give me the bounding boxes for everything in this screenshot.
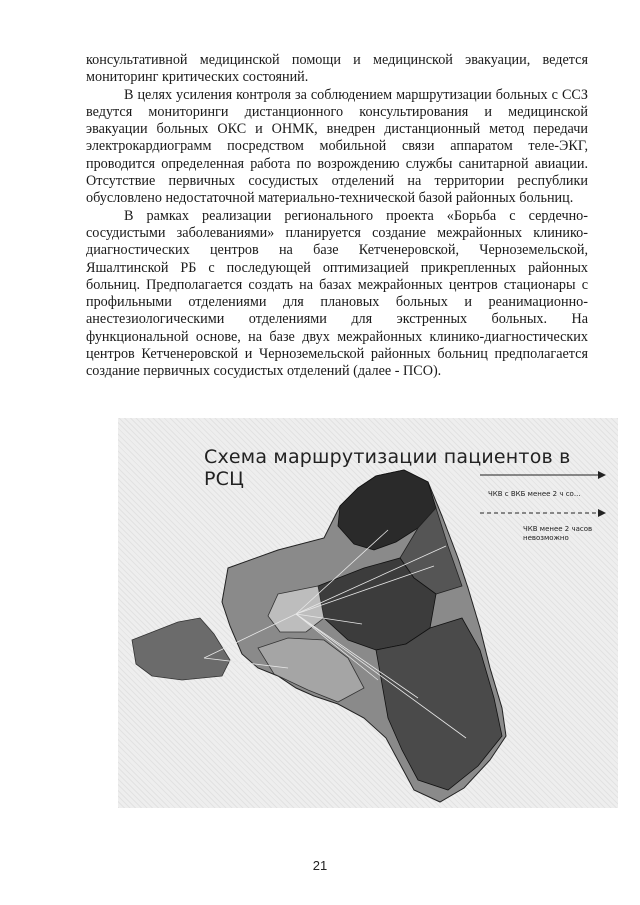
routing-map-figure: [118, 418, 618, 808]
figure-title: Схема маршрутизации пациентов в РСЦ: [204, 446, 571, 490]
legend-item-2: ЧКВ менее 2 часов невозможно: [523, 525, 593, 542]
body-text: [86, 52, 588, 381]
legend-item-1: ЧКВ с ВКБ менее 2 ч со...: [488, 490, 581, 498]
paragraph-1: консультативной медицинской помощи и медицинской эвакуации, ведется мониторинг критических состояний.: [86, 52, 588, 86]
map-area-west: [132, 618, 230, 680]
paragraph-3: В рамках реализации регионального проекта «Борьба с сердечно-сосудистыми заболеваниями» планируется создание межрайонных клинико-диагностических центров на базе Кетченеровской, Черноземельской, Яшалтинской РБ с последующей оптимизацией прикрепленных районных больниц. Предполагается создать на базах межрайонных центров стационары с профильными отделениями для плановых больных и реанимационно-анестезиологическими отделениями для экстренных больных. На функциональной основе, на базе двух межрайонных клинико-диагностических центров Кетченеровской и Черноземельской районных больниц предполагается создание первичных сосудистых отделений (далее - ПСО).: [86, 207, 588, 380]
paragraph-2: В целях усиления контроля за соблюдением маршрутизации больных с ССЗ ведутся мониторинги дистанционного консультирования и медицинской эвакуации больных ОКС и ОНМК, внедрен дистанционный метод передачи электрокардиограмм посредством мобильной связи аппаратом теле-ЭКГ, проводится определенная работа по возрождению службы санитарной авиации. Отсутствие первичных сосудистых отделений на территории республики обусловлено недостаточной материально-технической базой районных больниц.: [86, 86, 588, 207]
page-number: 21: [312, 858, 328, 873]
